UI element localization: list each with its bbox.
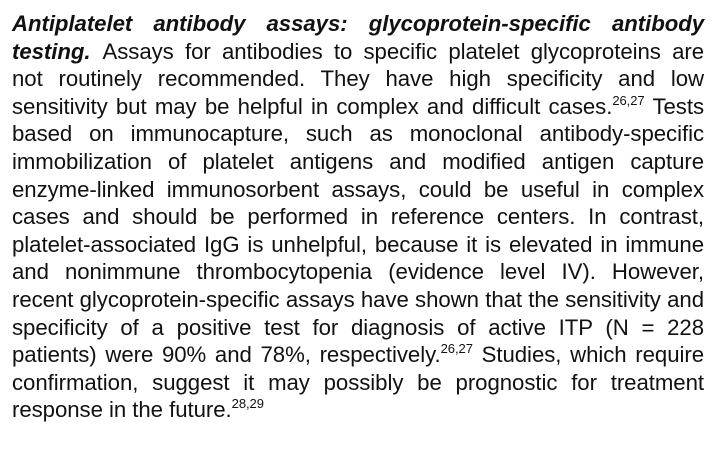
- body-text: Tests based on immunocapture, such as monoclonal antibody-specific immobilization of platelet antigens and modified antigen capture enzyme-linked immunosorbent assays, could be useful in complex cases and should be performed in reference centers. In contrast, platelet-associated IgG is unhelpful, because it is elevated in immune and nonimmune thrombocytopenia (evidence level IV). However, recent glycoprotein-specific assays have shown that the sensitivity and specificity of a positive test for diagnosis of active ITP (N = 228 patients) were 90% and 78%, respectively.: [12, 93, 704, 368]
- citation-superscript: 28,29: [231, 396, 264, 412]
- citation-superscript: 26,27: [440, 341, 473, 357]
- section-paragraph: [12, 10, 704, 424]
- section-heading: Antiplatelet antibody assays: glycoprotein-specific antibody testing.: [12, 11, 704, 64]
- body-text: Assays for antibodies to specific platelet glycoproteins are not routinely recommended. They have high specificity and low sensitivity but may be helpful in complex and difficult cases.: [12, 38, 704, 119]
- body-text: Studies, which require confirmation, suggest it may possibly be prognostic for treatment response in the future.: [12, 342, 704, 423]
- citation-superscript: 26,27: [612, 92, 645, 108]
